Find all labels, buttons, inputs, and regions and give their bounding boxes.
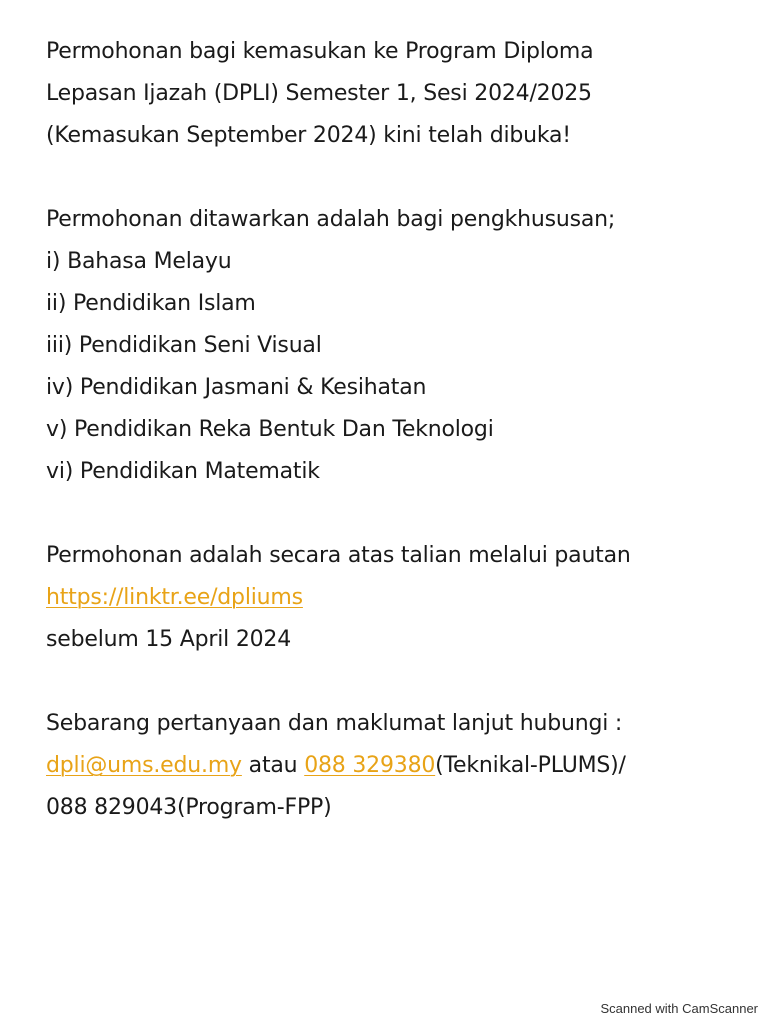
phone-2-line: 088 829043(Program-FPP) bbox=[46, 795, 332, 820]
specialization-item: iv) Pendidikan Jasmani & Kesihatan bbox=[46, 375, 427, 400]
intro-line-1: Permohonan bagi kemasukan ke Program Diploma bbox=[46, 39, 594, 64]
phone-label: (Teknikal-PLUMS)/ bbox=[435, 753, 626, 778]
contact-heading: Sebarang pertanyaan dan maklumat lanjut hubungi : bbox=[46, 711, 623, 736]
specialization-item: vi) Pendidikan Matematik bbox=[46, 459, 320, 484]
application-link[interactable]: https://linktr.ee/dpliums bbox=[46, 585, 303, 610]
camscanner-watermark: Scanned with CamScanner bbox=[600, 1001, 758, 1016]
application-text: Permohonan adalah secara atas talian melalui pautan bbox=[46, 543, 631, 568]
specializations-heading: Permohonan ditawarkan adalah bagi pengkhususan; bbox=[46, 207, 616, 232]
specialization-item: i) Bahasa Melayu bbox=[46, 249, 232, 274]
application-deadline: sebelum 15 April 2024 bbox=[46, 627, 292, 652]
contact-separator: atau bbox=[241, 753, 305, 778]
paragraph-gap bbox=[46, 493, 746, 535]
contact-line bbox=[46, 745, 746, 787]
intro-line-3: (Kemasukan September 2024) kini telah dibuka! bbox=[46, 123, 571, 148]
specialization-item: iii) Pendidikan Seni Visual bbox=[46, 333, 322, 358]
specialization-item: v) Pendidikan Reka Bentuk Dan Teknologi bbox=[46, 417, 494, 442]
email-link[interactable]: dpli@ums.edu.my bbox=[46, 753, 242, 778]
intro-line-2: Lepasan Ijazah (DPLI) Semester 1, Sesi 2024/2025 bbox=[46, 81, 592, 106]
paragraph-gap bbox=[46, 661, 746, 703]
document-body bbox=[46, 31, 746, 829]
application-link-line bbox=[46, 577, 746, 619]
specialization-item: ii) Pendidikan Islam bbox=[46, 291, 256, 316]
phone-link[interactable]: 088 329380 bbox=[304, 753, 436, 778]
paragraph-gap bbox=[46, 157, 746, 199]
